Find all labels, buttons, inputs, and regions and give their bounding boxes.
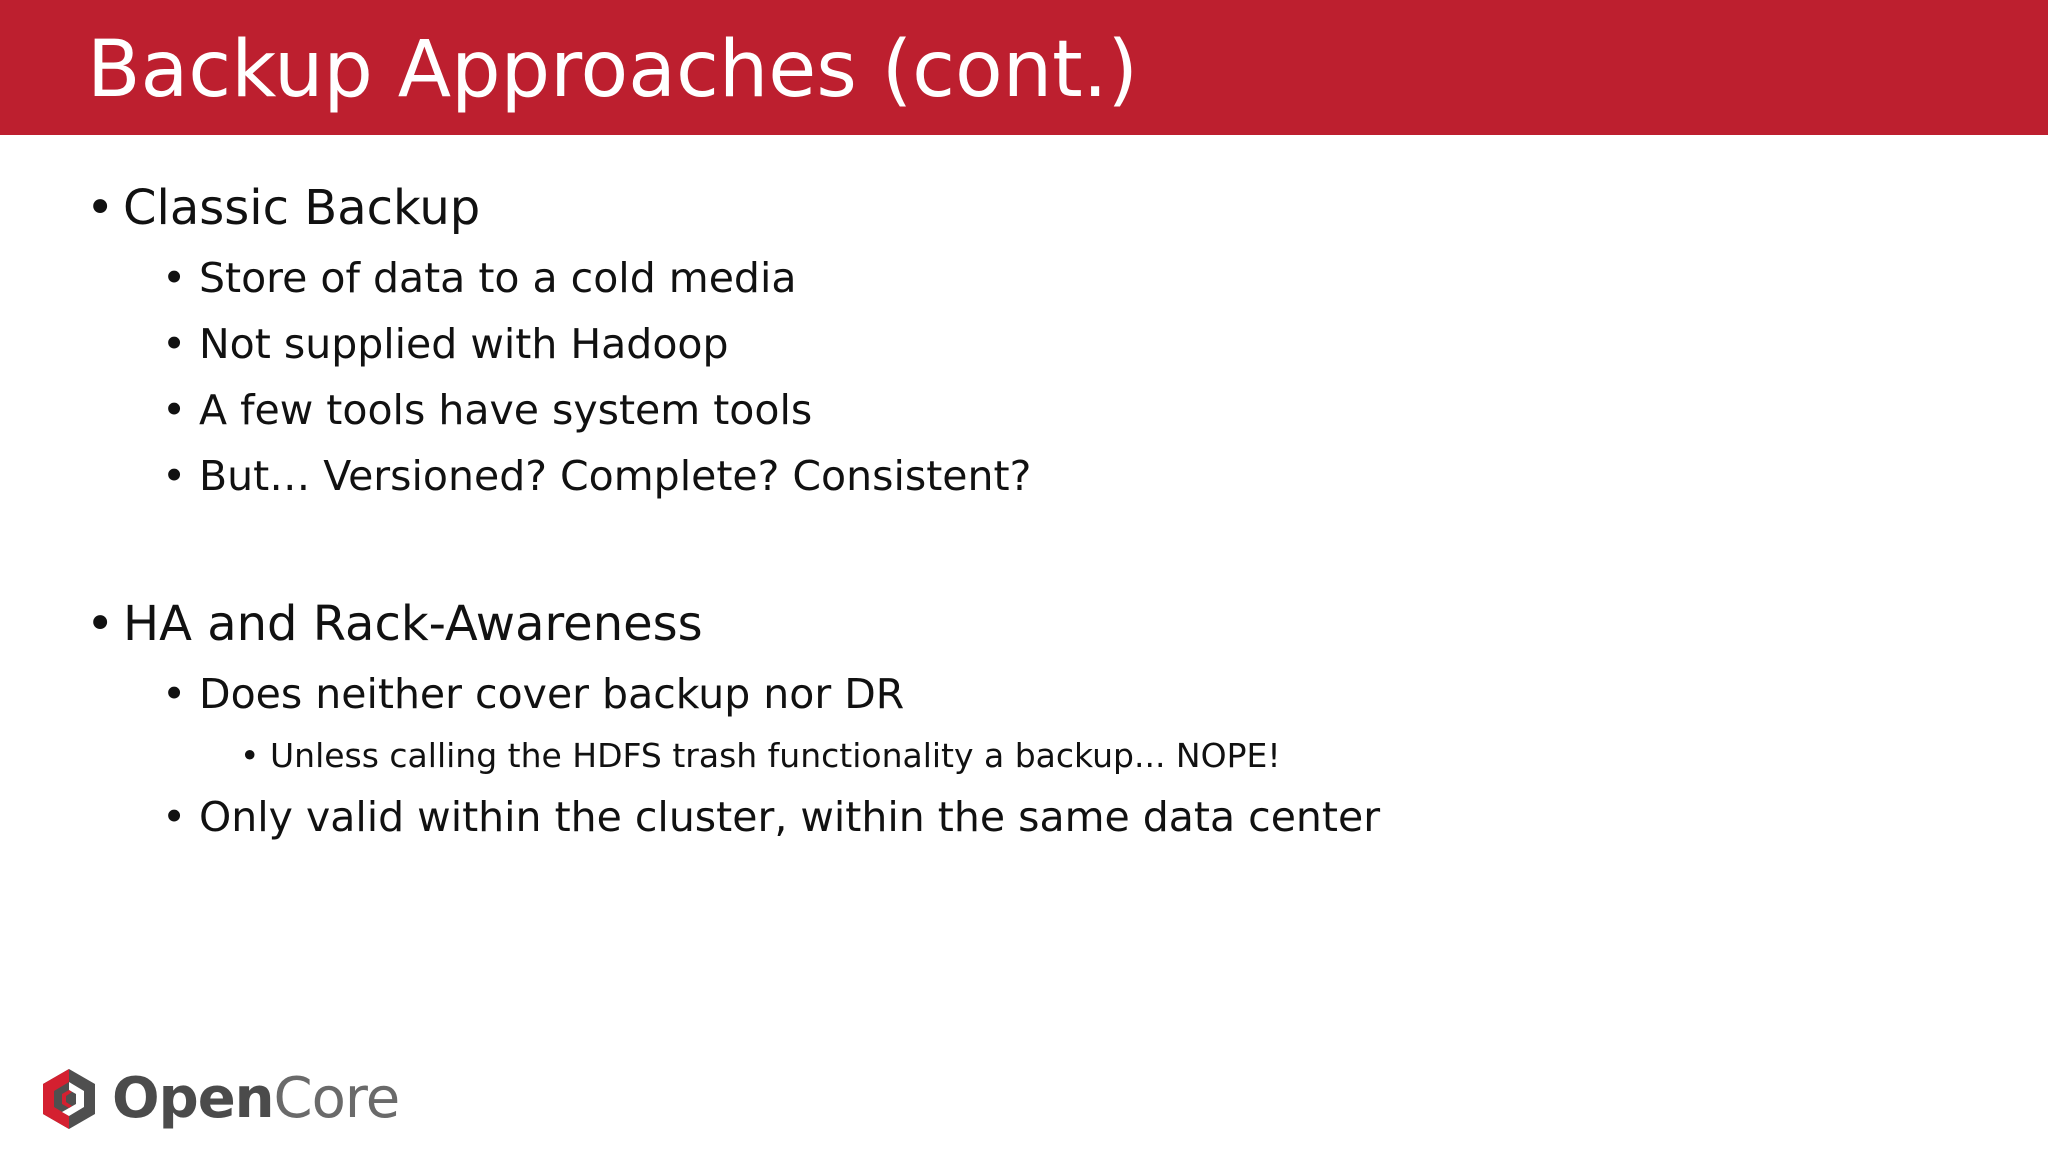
bullet-heading: HA and Rack-Awareness bbox=[123, 596, 703, 652]
bullet-dot: • bbox=[162, 320, 187, 368]
opencore-logo-icon bbox=[36, 1066, 102, 1132]
bullet-text: Not supplied with Hadoop bbox=[199, 320, 729, 368]
bullet-dot: • bbox=[240, 736, 260, 775]
logo-word-open: Open bbox=[112, 1066, 274, 1131]
bullet-text: A few tools have system tools bbox=[199, 386, 813, 434]
bullet-text: Only valid within the cluster, within the same data center bbox=[199, 793, 1381, 841]
bullet-text: Unless calling the HDFS trash functionality a backup... NOPE! bbox=[270, 736, 1281, 775]
bullet-dot: • bbox=[162, 254, 187, 302]
bullet-dot: • bbox=[162, 386, 187, 434]
opencore-wordmark bbox=[112, 1064, 399, 1134]
bullet-dot: • bbox=[162, 452, 187, 500]
bullet-dot: • bbox=[162, 793, 187, 841]
bullet-text: Does neither cover backup nor DR bbox=[199, 670, 905, 718]
bullet-text: Store of data to a cold media bbox=[199, 254, 797, 302]
bullet-dot: • bbox=[86, 180, 115, 236]
bullet-heading: Classic Backup bbox=[123, 180, 481, 236]
logo-word-core: Core bbox=[273, 1066, 400, 1131]
bullet-text: But… Versioned? Complete? Consistent? bbox=[199, 452, 1032, 500]
opencore-logo bbox=[36, 1064, 416, 1134]
slide-title: Backup Approaches (cont.) bbox=[87, 25, 1138, 115]
bullet-dot: • bbox=[86, 596, 115, 652]
bullet-dot: • bbox=[162, 670, 187, 718]
